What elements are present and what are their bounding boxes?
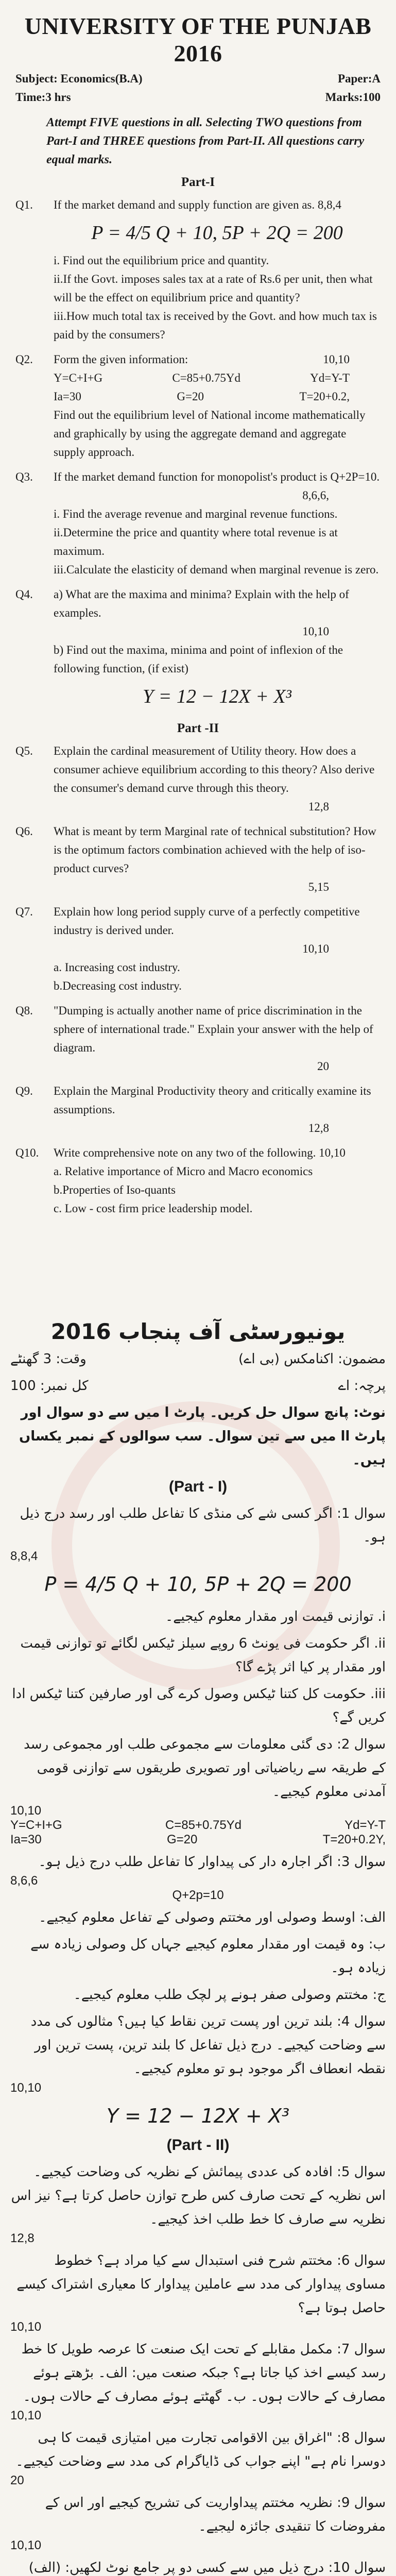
urdu-sub-question: i. توازنی قیمت اور مقدار معلوم کیجیے۔ (165, 1609, 386, 1624)
equation: T=20+0.2, (299, 390, 350, 403)
question-6 (15, 822, 381, 896)
question-5 (15, 742, 381, 816)
question-marks: 8,6,6, (302, 489, 329, 502)
equation: Ia=30 (10, 1833, 42, 1846)
question-number: Q2. (15, 353, 33, 366)
urdu-meta-row-2 (10, 1374, 386, 1398)
urdu-question-5-marks: 12,8 (10, 2231, 35, 2245)
sub-question: ii.Determine the price and quantity where total revenue is at maximum. (54, 526, 338, 557)
urdu-question-3-marks: 8,6,6 (10, 1874, 38, 1888)
urdu-part-1-heading: (Part - I) (168, 1478, 228, 1495)
question-text: Form the given information: (54, 353, 188, 366)
question-number: Q10. (15, 1146, 39, 1159)
urdu-sub-question: ج: مختتم وصولی صفر ہونے پر لچک طلب معلوم کیجیے۔ (73, 1987, 386, 2003)
question-text: Write comprehensive note on any two of the following. (54, 1146, 316, 1159)
question-body: Find out the equilibrium level of National income mathematically and graphically by using the aggregate demand and aggregate supply approach. (54, 409, 366, 459)
question-1 (15, 196, 381, 344)
question-text: Explain the cardinal measurement of Utility theory. How does a consumer achieve equilibrium according to this theory? Also derive the consumer's demand curve through this theory. (54, 744, 375, 794)
equation: Y = 12 − 12X + X³ (143, 686, 291, 707)
urdu-question-8-marks: 20 (10, 2473, 24, 2487)
urdu-sub-question: الف: اوسط وصولی اور مختتم وصولی کے تفاعل معلوم کیجیے۔ (39, 1910, 386, 1925)
question-text: If the market demand and supply function are given as. (54, 198, 315, 211)
urdu-question-1-marks: 8,8,4 (10, 1549, 38, 1563)
urdu-question-7: سوال 7: مکمل مقابلے کے تحت ایک صنعت کا عرصہ طویل کا خط رسد کیسے اخذ کیا جاتا ہے؟ جبکہ صنعت میں: الف۔ بڑھتے ہوئے مصارف کے حالات ہوں۔ ب۔ گھٹتے ہوئے مصارف کے حالات ہوں۔ (21, 2342, 386, 2404)
urdu-question-5: سوال 5: افادہ کی عددی پیمائش کے نظریہ کی وضاحت کیجیے۔ اس نظریہ کے تحت صارف کس طرح توازن حاصل کرتا ہے؟ نیز اس نظریہ سے صارف کا خط طلب اخذ کیجیے۔ (11, 2164, 386, 2227)
sub-question: a. Increasing cost industry. (54, 961, 180, 974)
question-text: "Dumping is actually another name of price discrimination in the sphere of international trade." Explain your answer with the help of diagram. (54, 1004, 373, 1054)
question-marks: 8,8,4 (317, 198, 341, 211)
question-marks: 10,10 (319, 1146, 346, 1159)
equation: Y=C+I+G (10, 1818, 62, 1832)
question-2 (15, 350, 381, 462)
paper-label: Paper:A (337, 72, 381, 85)
equation: C=85+0.75Yd (172, 371, 240, 384)
question-marks: 12,8 (308, 1122, 329, 1134)
part-2-heading: Part -II (177, 721, 219, 735)
equation: Ia=30 (54, 390, 81, 403)
question-text: If the market demand function for monopolist's product is Q+2P=10. (54, 470, 380, 483)
equation: Yd=Y-T (345, 1818, 386, 1832)
university-title: UNIVERSITY OF THE PUNJAB 2016 (24, 13, 372, 66)
urdu-question-7-marks: 10,10 (10, 2409, 42, 2422)
question-number: Q6. (15, 825, 33, 838)
question-number: Q5. (15, 744, 33, 757)
subject-label: Subject: Economics(B.A) (15, 72, 143, 85)
meta-row-2 (15, 91, 381, 104)
sub-question: a. Relative importance of Micro and Macro economics (54, 1165, 313, 1178)
urdu-section (10, 1319, 386, 2576)
urdu-question-2-marks: 10,10 (10, 1804, 42, 1818)
sub-question: ii.If the Govt. imposes sales tax at a rate of Rs.6 per unit, then what will be the effect on equilibrium price and quantity? (54, 273, 373, 304)
question-marks: 12,8 (308, 800, 329, 813)
sub-question: b.Decreasing cost industry. (54, 979, 182, 992)
urdu-question-3: سوال 3: اگر اجارہ دار کی پیداوار کا تفاعل طلب درج ذیل ہو۔ (38, 1854, 386, 1870)
equation: G=20 (177, 390, 204, 403)
equation: Yd=Y-T (310, 371, 350, 384)
meta-row-1 (15, 72, 381, 86)
urdu-marks: کل نمبر: 100 (10, 1378, 89, 1394)
question-marks: 10,10 (302, 625, 329, 638)
urdu-question-1-equation: P = 4/5 Q + 10, 5P + 2Q = 200 (44, 1573, 352, 1596)
urdu-paper: پرچہ: اے (338, 1378, 386, 1394)
part-1-heading: Part-I (181, 175, 215, 189)
equation: T=20+0.2Y, (322, 1833, 386, 1846)
equation: Y=C+I+G (54, 371, 103, 384)
sub-question: iii.How much total tax is received by the Govt. and how much tax is paid by the consumers? (54, 310, 377, 341)
urdu-sub-question: ii. اگر حکومت فی یونٹ 6 روپے سیلز ٹیکس لگائے تو توازنی قیمت اور مقدار پر کیا اثر پڑے گا؟ (20, 1636, 386, 1675)
marks-label: Marks:100 (325, 91, 381, 104)
question-text: What is meant by term Marginal rate of technical substitution? How is the optimum factors combination achieved with the help of iso-product curves? (54, 825, 376, 875)
urdu-question-9-marks: 10,10 (10, 2538, 42, 2552)
urdu-university-title: یونیورسٹی آف پنجاب 2016 (50, 1319, 346, 1344)
instructions: Attempt FIVE questions in all. Selecting TWO questions from Part-I and THREE questions from Part-II. All questions carry equal marks. (46, 116, 365, 166)
question-9 (15, 1082, 381, 1138)
urdu-question-9: سوال 9: نظریہ مختتم پیداواریت کی تشریح کیجیے اور اس کے مفروضات کا تنقیدی جائزہ لیجیے۔ (45, 2495, 386, 2534)
question-4 (15, 585, 381, 715)
question-marks: 10,10 (302, 942, 329, 955)
equation: G=20 (167, 1833, 198, 1846)
urdu-question-4-equation: Y = 12 − 12X + X³ (106, 2105, 290, 2127)
sub-question: b.Properties of Iso-quants (54, 1183, 176, 1196)
urdu-question-2: سوال 2: دی گئی معلومات سے مجموعی طلب اور مجموعی رسد کے طریقہ سے ریاضیاتی اور تصویری طریقوں سے توازنی قومی آمدنی معلوم کیجیے۔ (24, 1737, 386, 1800)
urdu-question-3-equation: Q+2p=10 (172, 1888, 224, 1902)
question-marks: 5,15 (308, 880, 329, 893)
question-3 (15, 468, 381, 579)
question-number: Q7. (15, 905, 33, 918)
urdu-question-4-marks: 10,10 (10, 2081, 42, 2095)
question-number: Q1. (15, 198, 33, 211)
question-10 (15, 1144, 381, 1218)
urdu-eq-row-2 (10, 1833, 386, 1847)
question-8 (15, 1002, 381, 1076)
urdu-note: نوٹ: پانچ سوال حل کریں۔ پارٹ ا میں سے دو سوال اور پارٹ اا میں سے تین سوال۔ سب سوالوں کے نمبر یکساں ہیں۔ (19, 1405, 386, 1468)
urdu-subject: مضمون: اکنامکس (بی اے) (238, 1351, 386, 1367)
urdu-sub-question: ب: وہ قیمت اور مقدار معلوم کیجیے جہاں کل وصولی زیادہ سے زیادہ ہو۔ (30, 1937, 386, 1976)
sub-question: i. Find the average revenue and marginal revenue functions. (54, 507, 338, 520)
urdu-meta-row-1 (10, 1347, 386, 1371)
urdu-question-6-marks: 10,10 (10, 2320, 42, 2334)
sub-question: c. Low - cost firm price leadership model. (54, 1202, 253, 1215)
urdu-question-4: سوال 4: بلند ترین اور پست ترین نقاط کیا ہیں؟ مثالوں کی مدد سے وضاحت کیجیے۔ درج ذیل تفاعل کا بلند ترین، پست ترین اور نقطہ انعطاف اگر موجود ہو تو معلوم کیجیے۔ (30, 2014, 386, 2077)
urdu-time: وقت: 3 گھنٹے (10, 1351, 87, 1367)
urdu-part-2-heading: (Part - II) (166, 2137, 230, 2154)
english-section (15, 9, 381, 1218)
sub-question: b) Find out the maxima, minima and point of inflexion of the following function, (if exist) (54, 643, 343, 675)
question-7 (15, 903, 381, 995)
urdu-question-6: سوال 6: مختتم شرح فنی استبدال سے کیا مراد ہے؟ خطوط مساوی پیداوار کی مدد سے عاملین پیداوار کا معیاری اشتراک کیسے حاصل ہوتا ہے؟ (16, 2253, 386, 2316)
question-text: Explain how long period supply curve of a perfectly competitive industry is derived under. (54, 905, 360, 937)
urdu-sub-question: iii. حکومت کل کتنا ٹیکس وصول کرے گی اور صارفین کتنا ٹیکس ادا کریں گے؟ (12, 1686, 386, 1725)
urdu-question-1: سوال 1: اگر کسی شے کی منڈی کا تفاعل طلب اور رسد درج ذیل ہو۔ (20, 1506, 386, 1545)
sub-question: i. Find out the equilibrium price and quantity. (54, 254, 269, 267)
question-marks: 10,10 (323, 353, 350, 366)
question-number: Q3. (15, 470, 33, 483)
urdu-question-10: سوال 10: درج ذیل میں سے کسی دو پر جامع نوٹ لکھیں: (الف) (28, 2560, 386, 2575)
sub-question: a) What are the maxima and minima? Explain with the help of examples. (54, 588, 349, 619)
question-number: Q8. (15, 1004, 33, 1017)
equation: P = 4/5 Q + 10, 5P + 2Q = 200 (91, 222, 343, 244)
equation: C=85+0.75Yd (165, 1818, 242, 1832)
urdu-question-8: سوال 8: "اغراق بین الاقوامی تجارت میں امتیازی قیمت کا ہی دوسرا نام ہے" اپنے جواب کی ڈایاگرام کی مدد سے وضاحت کیجیے۔ (15, 2430, 386, 2469)
question-marks: 20 (317, 1060, 329, 1073)
question-number: Q9. (15, 1084, 33, 1097)
time-label: Time:3 hrs (15, 91, 71, 104)
sub-question: iii.Calculate the elasticity of demand when marginal revenue is zero. (54, 563, 379, 576)
question-number: Q4. (15, 588, 33, 601)
urdu-eq-row-1 (10, 1818, 386, 1833)
question-text: Explain the Marginal Productivity theory and critically examine its assumptions. (54, 1084, 371, 1116)
